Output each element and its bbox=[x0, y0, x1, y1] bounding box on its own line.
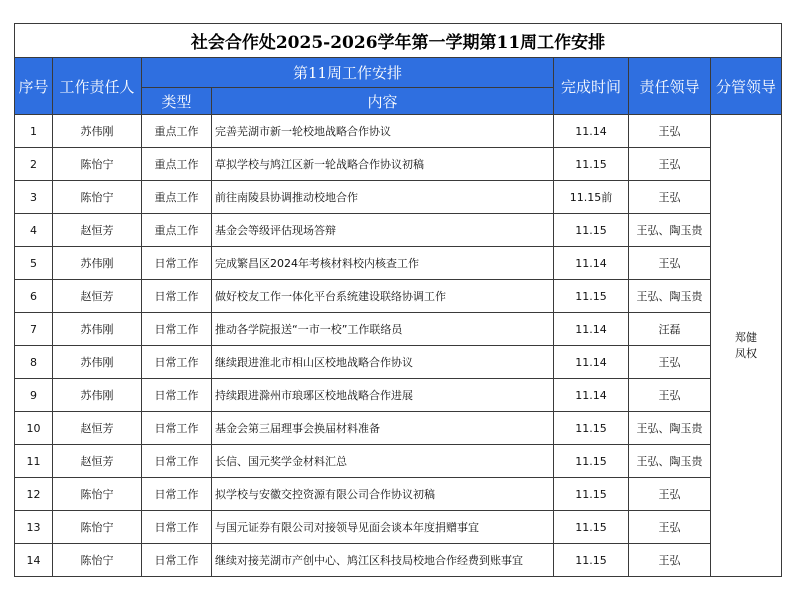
row-deadline: 11.14 bbox=[554, 379, 629, 412]
row-type: 日常工作 bbox=[142, 478, 212, 511]
row-content: 基金会第三届理事会换届材料准备 bbox=[212, 412, 554, 445]
row-owner: 赵恒芳 bbox=[53, 280, 142, 313]
row-leader: 王弘、陶玉贵 bbox=[629, 280, 711, 313]
row-deadline: 11.15 bbox=[554, 544, 629, 577]
row-leader: 王弘、陶玉贵 bbox=[629, 445, 711, 478]
table-row bbox=[15, 181, 782, 214]
row-type: 日常工作 bbox=[142, 445, 212, 478]
row-seq: 8 bbox=[15, 346, 53, 379]
table-row bbox=[15, 148, 782, 181]
row-content: 持续跟进滁州市琅琊区校地战略合作进展 bbox=[212, 379, 554, 412]
row-seq: 1 bbox=[15, 115, 53, 148]
row-leader: 王弘 bbox=[629, 379, 711, 412]
row-deadline: 11.14 bbox=[554, 346, 629, 379]
row-leader: 王弘、陶玉贵 bbox=[629, 214, 711, 247]
row-deadline: 11.15 bbox=[554, 478, 629, 511]
row-seq: 13 bbox=[15, 511, 53, 544]
row-type: 日常工作 bbox=[142, 412, 212, 445]
row-content: 基金会等级评估现场答辩 bbox=[212, 214, 554, 247]
row-type: 重点工作 bbox=[142, 115, 212, 148]
table-row bbox=[15, 445, 782, 478]
row-owner: 陈怡宁 bbox=[53, 148, 142, 181]
row-owner: 陈怡宁 bbox=[53, 511, 142, 544]
table-row bbox=[15, 214, 782, 247]
row-seq: 5 bbox=[15, 247, 53, 280]
row-deadline: 11.14 bbox=[554, 247, 629, 280]
row-content: 长信、国元奖学金材料汇总 bbox=[212, 445, 554, 478]
row-type: 日常工作 bbox=[142, 346, 212, 379]
row-deadline: 11.15 bbox=[554, 280, 629, 313]
table-row bbox=[15, 115, 782, 148]
row-type: 日常工作 bbox=[142, 313, 212, 346]
row-type: 重点工作 bbox=[142, 214, 212, 247]
table-row bbox=[15, 379, 782, 412]
row-owner: 苏伟刚 bbox=[53, 379, 142, 412]
row-seq: 10 bbox=[15, 412, 53, 445]
row-seq: 14 bbox=[15, 544, 53, 577]
row-owner: 赵恒芳 bbox=[53, 412, 142, 445]
row-type: 重点工作 bbox=[142, 148, 212, 181]
row-deadline: 11.14 bbox=[554, 115, 629, 148]
row-content: 前往南陵县协调推动校地合作 bbox=[212, 181, 554, 214]
row-deadline: 11.15 bbox=[554, 412, 629, 445]
row-seq: 3 bbox=[15, 181, 53, 214]
row-type: 日常工作 bbox=[142, 379, 212, 412]
table-row bbox=[15, 313, 782, 346]
header-seq: 序号 bbox=[15, 58, 53, 115]
row-content: 继续跟进淮北市相山区校地战略合作协议 bbox=[212, 346, 554, 379]
row-type: 重点工作 bbox=[142, 181, 212, 214]
row-owner: 苏伟刚 bbox=[53, 313, 142, 346]
header-supervisor: 分管领导 bbox=[711, 58, 782, 115]
schedule-table bbox=[14, 23, 782, 577]
row-content: 与国元证券有限公司对接领导见面会谈本年度捐赠事宜 bbox=[212, 511, 554, 544]
row-content: 做好校友工作一体化平台系统建设联络协调工作 bbox=[212, 280, 554, 313]
row-deadline: 11.15 bbox=[554, 214, 629, 247]
table-row bbox=[15, 511, 782, 544]
row-seq: 2 bbox=[15, 148, 53, 181]
row-seq: 9 bbox=[15, 379, 53, 412]
row-seq: 12 bbox=[15, 478, 53, 511]
row-owner: 陈怡宁 bbox=[53, 181, 142, 214]
row-type: 日常工作 bbox=[142, 247, 212, 280]
row-seq: 6 bbox=[15, 280, 53, 313]
header-type: 类型 bbox=[142, 88, 212, 115]
table-row bbox=[15, 280, 782, 313]
row-owner: 陈怡宁 bbox=[53, 544, 142, 577]
header-leader: 责任领导 bbox=[629, 58, 711, 115]
row-content: 推动各学院报送“一市一校”工作联络员 bbox=[212, 313, 554, 346]
table-row bbox=[15, 544, 782, 577]
row-leader: 汪磊 bbox=[629, 313, 711, 346]
table-row bbox=[15, 247, 782, 280]
row-deadline: 11.15前 bbox=[554, 181, 629, 214]
row-leader: 王弘、陶玉贵 bbox=[629, 412, 711, 445]
row-owner: 赵恒芳 bbox=[53, 445, 142, 478]
table-row bbox=[15, 478, 782, 511]
row-seq: 7 bbox=[15, 313, 53, 346]
row-leader: 王弘 bbox=[629, 148, 711, 181]
row-seq: 4 bbox=[15, 214, 53, 247]
row-deadline: 11.15 bbox=[554, 511, 629, 544]
row-content: 草拟学校与鸠江区新一轮战略合作协议初稿 bbox=[212, 148, 554, 181]
table-row bbox=[15, 412, 782, 445]
row-deadline: 11.15 bbox=[554, 445, 629, 478]
header-group: 第11周工作安排 bbox=[142, 58, 554, 88]
supervisor-cell: 郑健 凤权 bbox=[711, 115, 782, 577]
row-owner: 苏伟刚 bbox=[53, 346, 142, 379]
table-row bbox=[15, 346, 782, 379]
row-owner: 陈怡宁 bbox=[53, 478, 142, 511]
row-owner: 苏伟刚 bbox=[53, 115, 142, 148]
row-deadline: 11.15 bbox=[554, 148, 629, 181]
header-content: 内容 bbox=[212, 88, 554, 115]
row-type: 日常工作 bbox=[142, 511, 212, 544]
row-content: 继续对接芜湖市产创中心、鸠江区科技局校地合作经费到账事宜 bbox=[212, 544, 554, 577]
row-type: 日常工作 bbox=[142, 280, 212, 313]
row-leader: 王弘 bbox=[629, 115, 711, 148]
row-content: 拟学校与安徽交控资源有限公司合作协议初稿 bbox=[212, 478, 554, 511]
row-content: 完成繁昌区2024年考核材料校内核查工作 bbox=[212, 247, 554, 280]
row-leader: 王弘 bbox=[629, 181, 711, 214]
row-leader: 王弘 bbox=[629, 478, 711, 511]
table-title: 社会合作处2025-2026学年第一学期第11周工作安排 bbox=[15, 24, 782, 58]
header-deadline: 完成时间 bbox=[554, 58, 629, 115]
header-owner: 工作责任人 bbox=[53, 58, 142, 115]
row-deadline: 11.14 bbox=[554, 313, 629, 346]
row-seq: 11 bbox=[15, 445, 53, 478]
row-leader: 王弘 bbox=[629, 346, 711, 379]
row-leader: 王弘 bbox=[629, 247, 711, 280]
row-leader: 王弘 bbox=[629, 511, 711, 544]
row-owner: 苏伟刚 bbox=[53, 247, 142, 280]
row-owner: 赵恒芳 bbox=[53, 214, 142, 247]
row-content: 完善芜湖市新一轮校地战略合作协议 bbox=[212, 115, 554, 148]
row-leader: 王弘 bbox=[629, 544, 711, 577]
row-type: 日常工作 bbox=[142, 544, 212, 577]
